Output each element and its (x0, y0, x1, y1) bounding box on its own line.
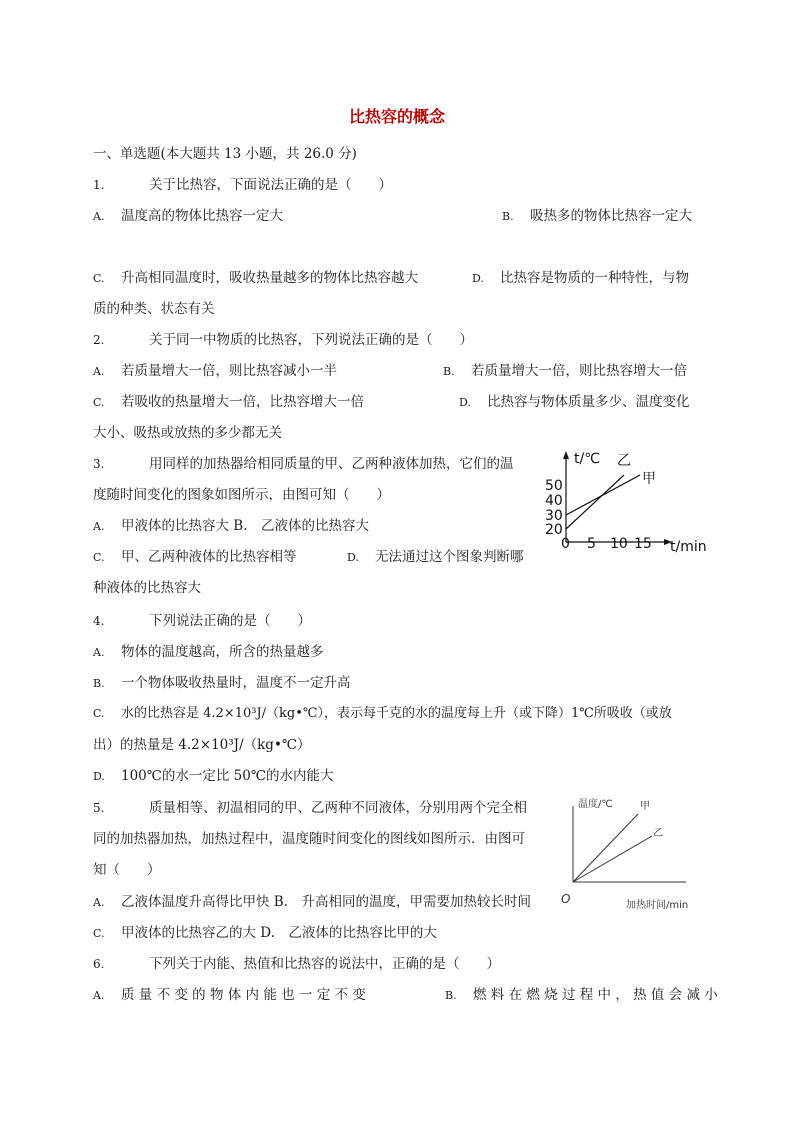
question-4-stem (93, 612, 311, 630)
x-tick-label: 15 (634, 536, 652, 552)
temperature-time-graph-2 (558, 792, 703, 914)
question-text: 下列关于内能、热值和比热容的说法中，正确的是（ ） (149, 956, 500, 972)
question-number: 2. (93, 333, 105, 347)
question-2-option-d-cont: 大小、吸热或放热的多少都无关 (93, 425, 282, 441)
origin-label: O (561, 892, 571, 906)
series-yi-label: 乙 (617, 453, 631, 469)
section-heading: 一、单选题(本大题共 13 小题，共 26.0 分) (93, 146, 357, 162)
option-text: 100℃的水一定比 50℃的水内能大 (121, 768, 334, 784)
x-tick-label: 5 (587, 536, 596, 552)
y-axis-label: t/℃ (574, 451, 600, 467)
series-jia-label: 甲 (640, 801, 650, 812)
option-label: A. (93, 365, 105, 378)
question-text: 质量相等、初温相同的甲、乙两种不同液体，分别用两个完全相 (149, 800, 527, 816)
y-tick-label: 20 (545, 522, 563, 538)
option-text: 比热容是物质的一种特性，与物 (500, 270, 689, 286)
question-3-option-c[interactable] (93, 548, 297, 567)
question-3-stem (93, 455, 514, 473)
option-text: 温度高的物体比热容一定大 (121, 208, 283, 224)
page-title: 比热容的概念 (348, 107, 445, 126)
question-1-option-c[interactable] (93, 269, 418, 288)
question-6-option-a[interactable] (93, 986, 366, 1005)
option-label: B. (93, 677, 105, 690)
option-label: A. (93, 896, 105, 909)
option-label: B. (502, 210, 514, 223)
series-yi-label: 乙 (653, 828, 663, 839)
question-number: 4. (93, 614, 105, 628)
question-5-stem-cont: 知（ ） (93, 862, 161, 878)
question-number: 6. (93, 957, 105, 971)
option-text: 比热容与物体质量多少、温度变化 (487, 394, 690, 410)
question-text: 关于同一中物质的比热容，下列说法正确的是（ ） (149, 332, 473, 348)
option-label: A. (93, 989, 105, 1002)
option-text: 水的比热容是 4.2×10³J/（kg•℃），表示每千克的水的温度每上升（或下降）1℃所吸收（或放 (121, 706, 672, 721)
question-3-option-d-cont: 种液体的比热容大 (93, 580, 201, 596)
option-text: 若质量增大一倍，则比热容增大一倍 (471, 363, 687, 379)
series-yi-line (573, 836, 652, 882)
option-label: A. (93, 646, 105, 659)
option-label: A. (93, 210, 105, 223)
temperature-time-graph-1 (530, 445, 710, 560)
option-text: 无法通过这个图象判断哪 (375, 549, 524, 565)
option-text: 甲液体的比热容大 B. 乙液体的比热容大 (121, 518, 370, 534)
question-1-option-a[interactable] (93, 207, 283, 226)
question-text: 下列说法正确的是（ ） (149, 613, 311, 629)
x-tick-label: 0 (561, 536, 570, 552)
option-text: 燃 料 在 燃 烧 过 程 中 ， 热 值 会 减 小 (473, 987, 718, 1003)
option-text: 甲、乙两种液体的比热容相等 (121, 549, 297, 565)
option-text: 一个物体吸收热量时，温度不一定升高 (121, 675, 351, 691)
y-tick-label: 50 (545, 478, 563, 494)
series-jia-line (573, 814, 638, 882)
question-1-option-d-cont: 质的种类、状态有关 (93, 301, 215, 317)
question-2-option-a[interactable] (93, 362, 337, 381)
option-text: 质 量 不 变 的 物 体 内 能 也 一 定 不 变 (121, 987, 366, 1003)
question-1-option-b[interactable] (502, 207, 692, 226)
option-text: 吸热多的物体比热容一定大 (530, 208, 692, 224)
option-label: B. (443, 365, 455, 378)
question-2-option-c[interactable] (93, 393, 364, 412)
series-jia-label: 甲 (642, 471, 656, 487)
option-label: C. (93, 396, 105, 409)
question-5-stem-cont: 同的加热器加热，加热过程中，温度随时间变化的图线如图所示．由图可 (93, 831, 525, 847)
option-label: C. (93, 272, 105, 285)
series-yi-line (566, 475, 624, 529)
option-label: C. (93, 927, 105, 940)
question-1-stem (93, 176, 392, 194)
question-5-option-cd[interactable] (93, 924, 437, 943)
option-label: D. (93, 770, 105, 783)
question-4-option-d[interactable] (93, 767, 333, 786)
option-text: 若质量增大一倍，则比热容减小一半 (121, 363, 337, 379)
y-axis-label: 温度/℃ (578, 799, 613, 810)
option-text: 乙液体温度升高得比甲快 B. 升高相同的温度，甲需要加热较长时间 (121, 894, 532, 910)
option-label: B. (445, 989, 457, 1002)
y-tick-label: 40 (545, 493, 563, 509)
x-axis-label: 加热时间/min (626, 900, 689, 911)
question-2-option-d[interactable] (459, 393, 690, 412)
x-tick-label: 10 (610, 536, 628, 552)
x-axis-label: t/min (670, 539, 707, 555)
option-label: C. (93, 707, 105, 720)
question-3-option-d[interactable] (347, 548, 524, 567)
question-2-stem (93, 331, 473, 349)
option-label: C. (93, 551, 105, 564)
option-text: 甲液体的比热容乙的大 D. 乙液体的比热容比甲的大 (121, 925, 437, 941)
option-text: 若吸收的热量增大一倍，比热容增大一倍 (121, 394, 364, 410)
question-2-option-b[interactable] (443, 362, 687, 381)
question-4-option-b[interactable] (93, 674, 351, 693)
question-1-option-d[interactable] (472, 269, 689, 288)
question-3-stem-cont: 度随时间变化的图象如图所示，由图可知（ ） (93, 487, 390, 503)
option-label: D. (347, 551, 359, 564)
question-5-stem (93, 799, 527, 817)
option-text: 升高相同温度时，吸收热量越多的物体比热容越大 (121, 270, 418, 286)
question-4-option-c[interactable] (93, 705, 672, 723)
option-label: D. (459, 396, 471, 409)
question-text: 用同样的加热器给相同质量的甲、乙两种液体加热，它们的温 (149, 456, 514, 472)
y-axis-arrow (563, 451, 569, 459)
question-5-option-ab[interactable] (93, 893, 531, 912)
y-tick-label: 30 (545, 508, 563, 524)
question-number: 5. (93, 801, 105, 815)
option-label: D. (472, 272, 484, 285)
question-number: 1. (93, 178, 105, 192)
question-4-option-c-cont: 出）的热量是 4.2×10³J/（kg•℃） (93, 737, 311, 753)
question-6-stem (93, 955, 500, 973)
question-number: 3. (93, 457, 105, 471)
question-6-option-b[interactable] (445, 986, 718, 1005)
question-3-option-ab[interactable] (93, 517, 369, 536)
option-text: 物体的温度越高，所含的热量越多 (121, 644, 324, 660)
option-label: A. (93, 520, 105, 533)
question-text: 关于比热容，下面说法正确的是（ ） (149, 177, 392, 193)
question-4-option-a[interactable] (93, 643, 324, 662)
